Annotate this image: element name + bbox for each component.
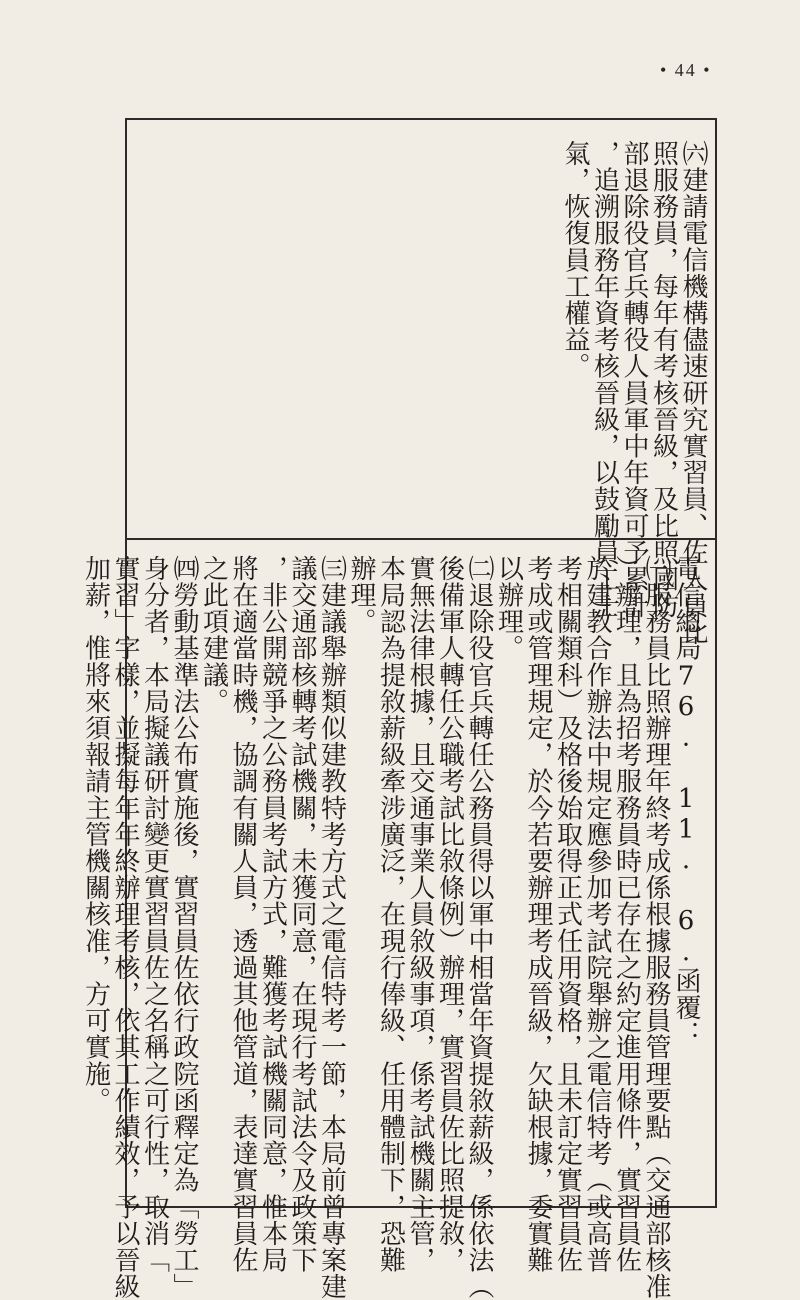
- reply-heading: 電信總局76. 11. 6.函覆：: [671, 555, 701, 1048]
- reply-body: ㈠服務員比照辦理年終考成係根據服務員管理要點（交通部核准 ）辦理，且為招考服務員時已存在之約定進用條件，實習員佐 於建教合作辦法中規定應參加考試院舉辦之電信特考（或高普 考相關類科）及格後始取得正式任用資格，且未訂定實習員佐 考成或管理規定，於今若要辦理考成晉級，欠缺根據，委實難 以辦理。 ㈡退除役官兵轉任公務員得以軍中相當年資提敘薪級，係依法（ 後備軍人轉任公職考試比敘條例）辦理，實習員佐比照提敘， 實無法律根據，且交通事業人員敘級事項，係考試機關主管， 本局認為提敘薪級牽涉廣泛，在現行俸級、任用體制下，恐難 辦理。 ㈢建議舉辦類似建教特考方式之電信特考一節，本局前曾專案建 議交通部核轉考試機關，未獲同意，在現行考試法令及政策下 ，非公開競爭之公務員考試方式，難獲考試機關同意，惟本局 將在適當時機，協調有關人員，透過其他管道，表達實習員佐 之此項建議。 ㈣勞動基準法公布實施後，實習員佐依行政院函釋定為「勞工」 身分者，本局擬議研討變更實習員佐之名稱之可行性，取消「 實習」字樣，並擬每年年終辦理考核，依其工作績效，予以晉級 加薪，惟將來須報請主管機關核准，方可實施。: [80, 555, 671, 1300]
- page-number: • 44 •: [660, 60, 712, 80]
- bleed-through-texture: [300, 150, 380, 530]
- proposal-item-6: ㈥建請電信機構儘速研究實習員、佐人員比 照服務員，每年有考核晉級，及比照國防 部退除役官兵轉役人員軍中年資可予累計 ，追溯服務年資考核晉級，以鼓勵員工士 氣，恢復員工權益。: [560, 140, 708, 646]
